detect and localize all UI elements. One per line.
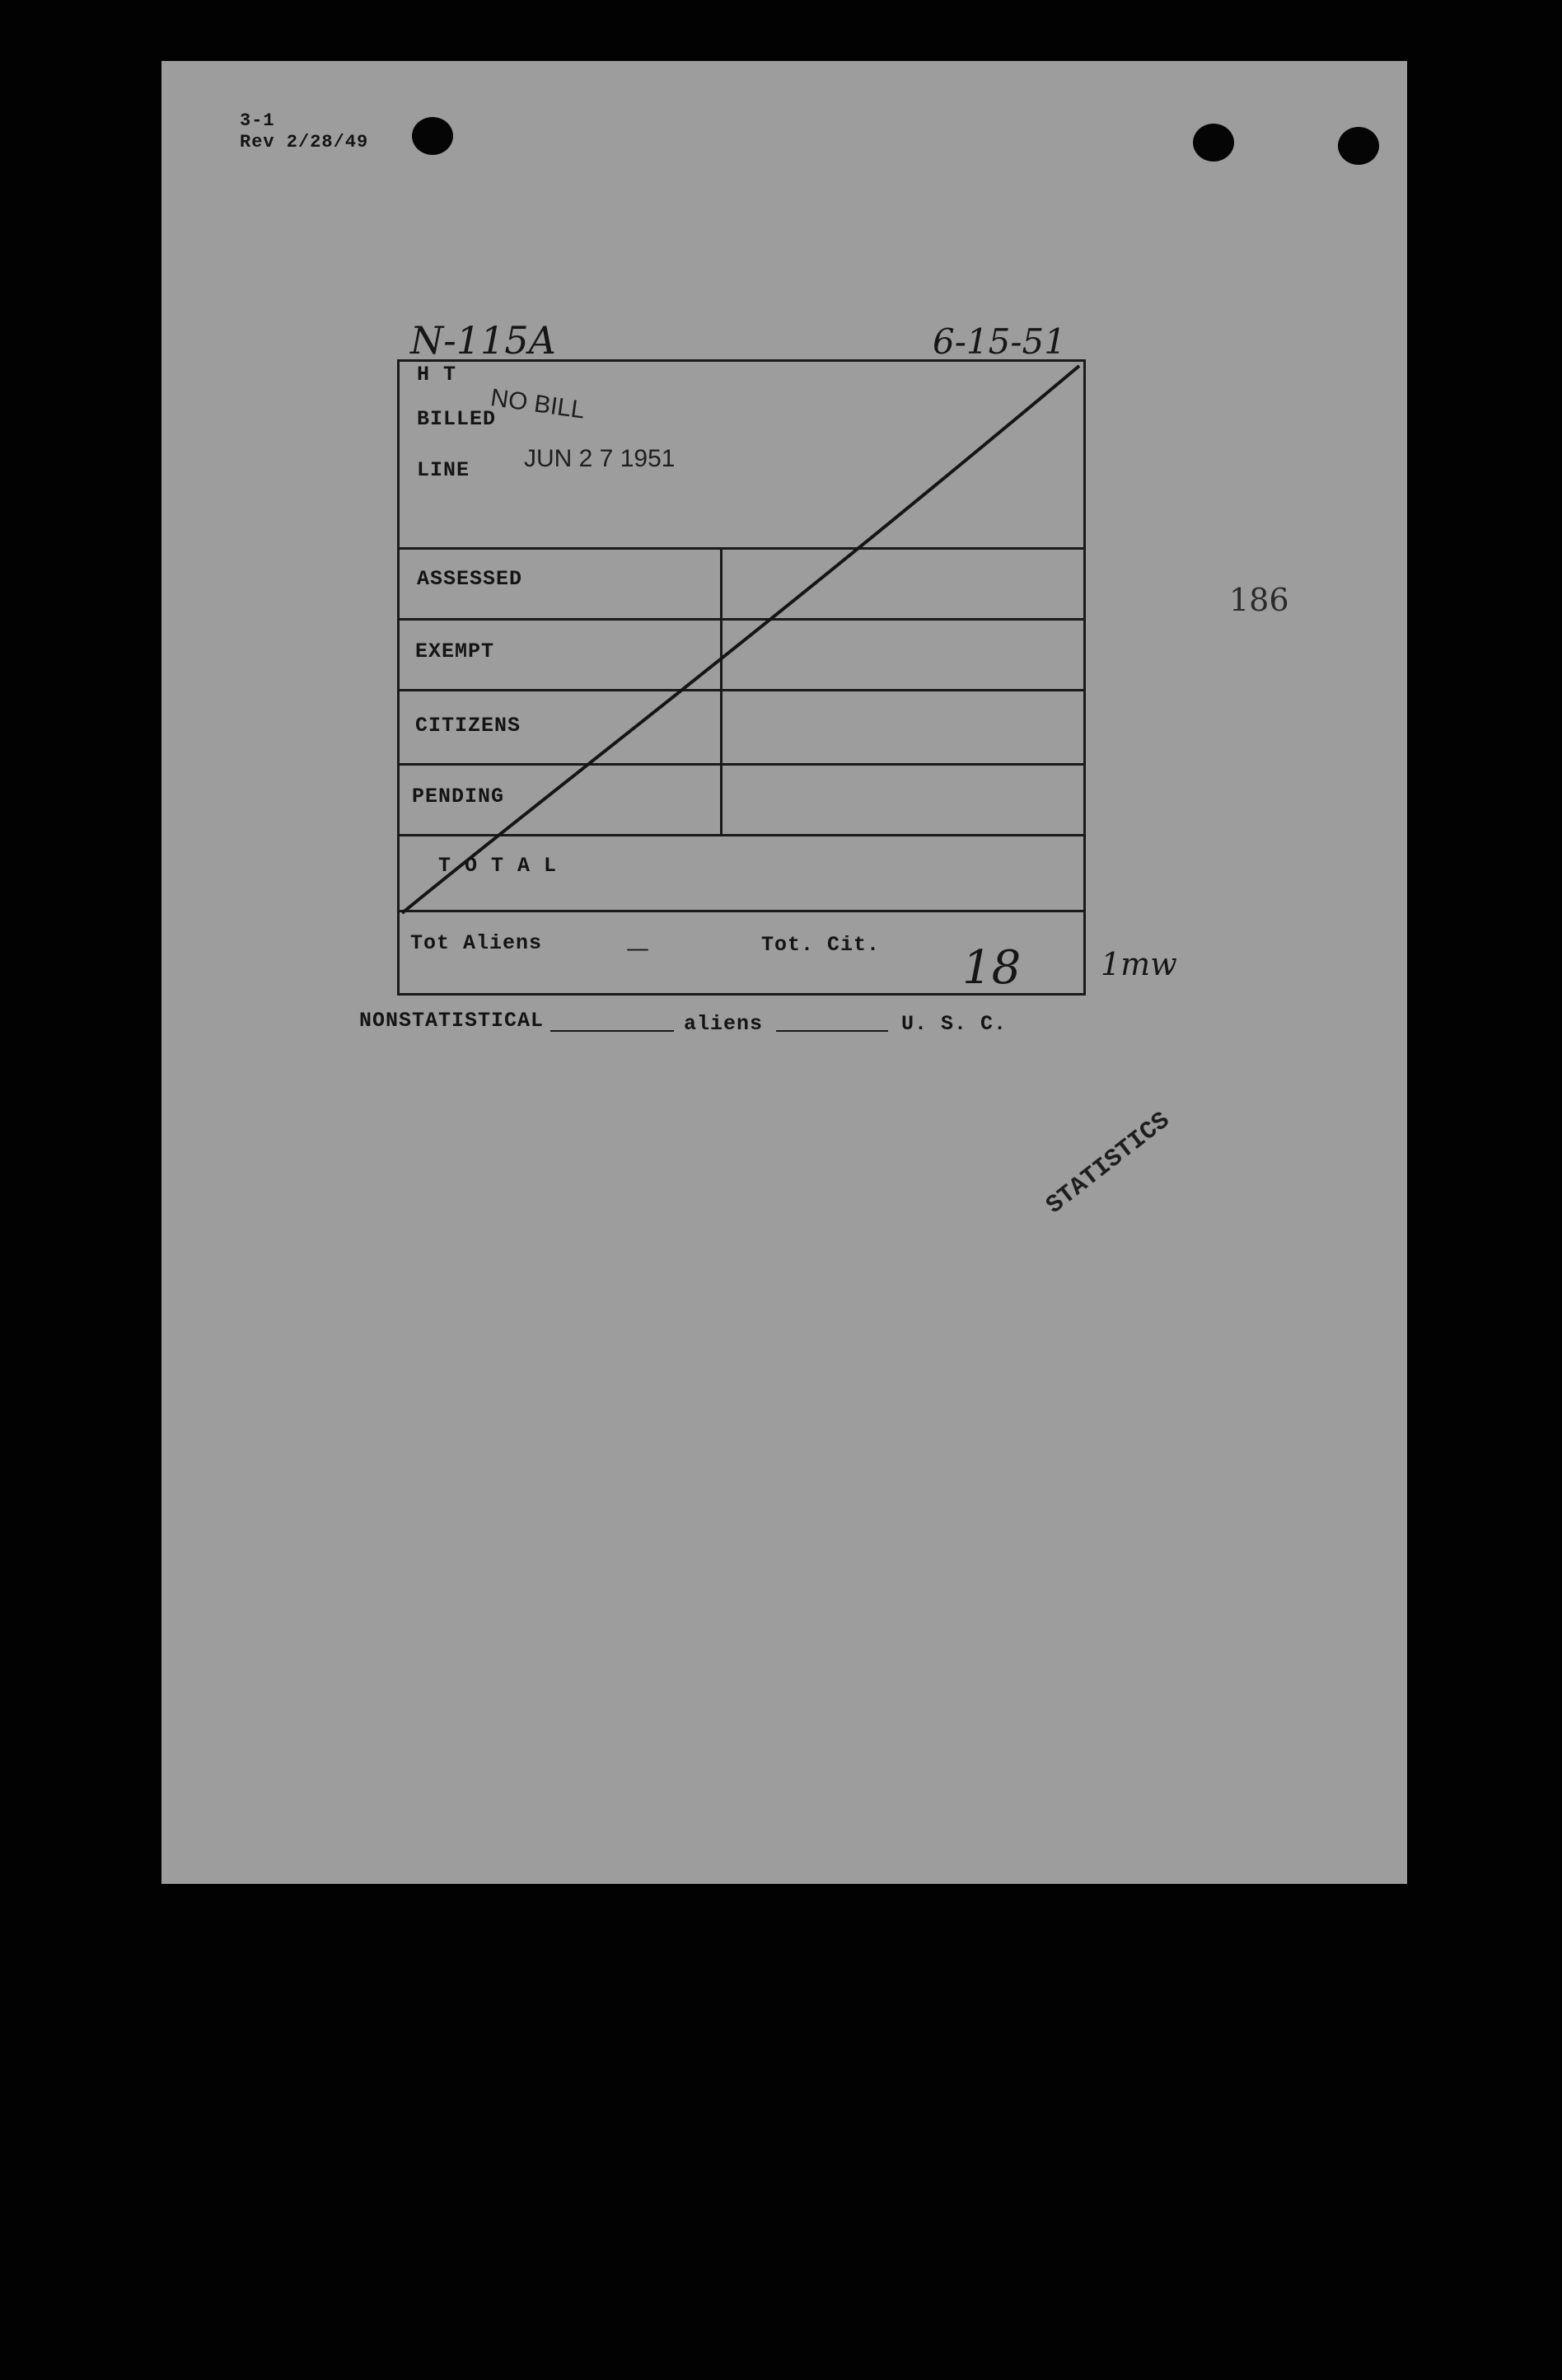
punch-hole-right-2 xyxy=(1338,127,1379,165)
tot-aliens-label: Tot Aliens xyxy=(410,931,543,955)
aliens-label: aliens xyxy=(684,1012,764,1036)
form-number: 3-1 xyxy=(240,110,275,131)
line-label: LINE xyxy=(417,458,470,482)
form-revision: Rev 2/28/49 xyxy=(240,132,369,152)
form-divider xyxy=(400,910,1083,912)
row-label-citizens: CITIZENS xyxy=(415,714,521,738)
usc-label: U. S. C. xyxy=(901,1012,1008,1036)
date-received-stamp: JUN 2 7 1951 xyxy=(524,445,676,472)
handwritten-count: 18 xyxy=(962,941,1022,995)
punch-hole-right-1 xyxy=(1193,124,1234,162)
form-divider xyxy=(400,689,1083,691)
row-label-assessed: ASSESSED xyxy=(417,567,523,591)
aliens-blank xyxy=(776,1030,888,1032)
total-label: T O T A L xyxy=(438,854,558,878)
ht-label: H T xyxy=(417,363,457,387)
column-divider xyxy=(720,549,723,834)
nonstatistical-label: NONSTATISTICAL xyxy=(359,1009,545,1033)
handwritten-file-number: N-115A xyxy=(410,318,556,363)
row-label-pending: PENDING xyxy=(412,785,505,808)
handwritten-initials: 1mw xyxy=(1101,946,1177,982)
handwritten-date: 6-15-51 xyxy=(933,321,1066,362)
form-divider xyxy=(400,834,1083,836)
billed-label: BILLED xyxy=(417,407,497,431)
punch-hole-left xyxy=(412,117,453,155)
form-divider xyxy=(400,763,1083,766)
form-divider xyxy=(400,618,1083,621)
no-bill-stamp: NO BILL xyxy=(489,384,587,424)
statistics-stamp: STATISTICS xyxy=(1041,1107,1176,1220)
form-divider xyxy=(400,547,1083,550)
page-number: 186 xyxy=(1229,582,1289,618)
nonstatistical-blank xyxy=(550,1030,674,1032)
row-label-exempt: EXEMPT xyxy=(415,640,495,663)
tot-cit-label: Tot. Cit. xyxy=(761,933,881,957)
document-page xyxy=(161,61,1407,1884)
form-box xyxy=(397,359,1086,996)
tot-aliens-value: — xyxy=(626,935,649,962)
